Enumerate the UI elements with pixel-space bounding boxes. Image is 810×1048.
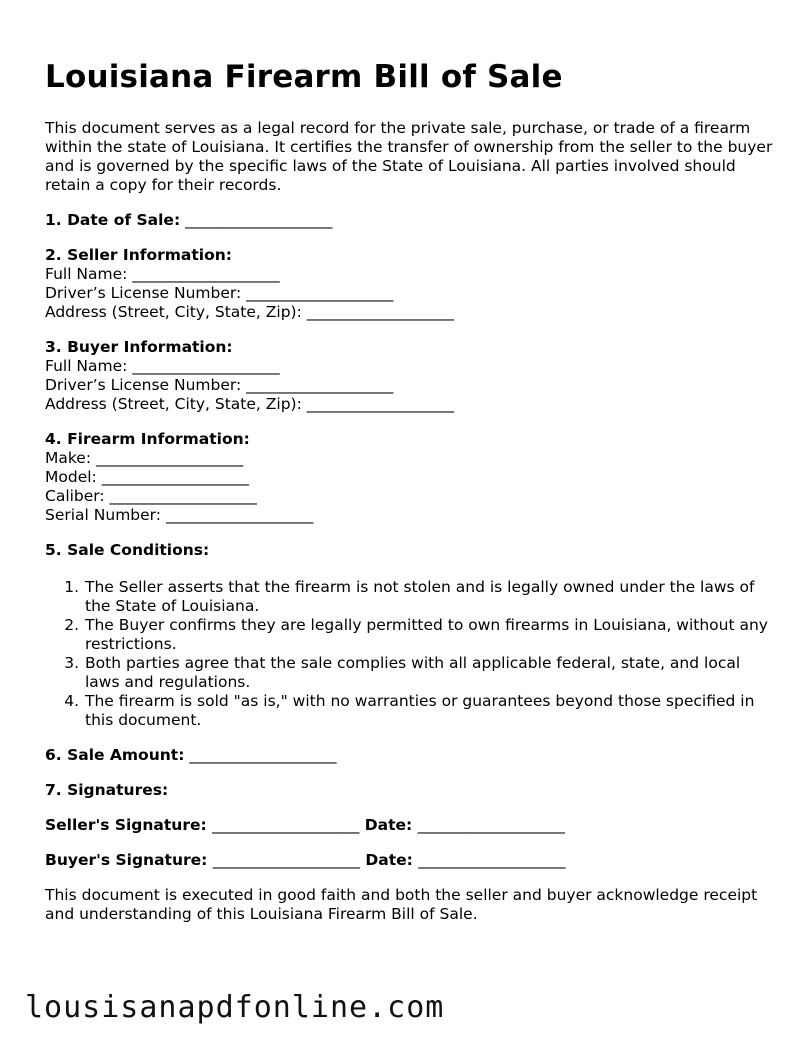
seller-full-name-blank: ___________________ <box>132 265 280 283</box>
buyer-signature-row <box>45 851 775 870</box>
buyer-signature-label: Buyer's Signature: <box>45 851 208 869</box>
firearm-serial-label: Serial Number: <box>45 506 162 524</box>
firearm-serial-blank: ___________________ <box>165 506 314 524</box>
seller-license-blank: ___________________ <box>246 284 394 302</box>
date-of-sale-section <box>45 211 775 230</box>
firearm-heading: 4. Firearm Information: <box>45 430 250 448</box>
seller-license-label: Driver’s License Number: <box>45 284 242 302</box>
buyer-full-name-label: Full Name: <box>45 357 128 375</box>
signatures-heading: 7. Signatures: <box>45 781 169 799</box>
seller-signature-blank: ___________________ <box>212 816 360 834</box>
document-title: Louisiana Firearm Bill of Sale <box>45 59 563 95</box>
firearm-caliber-blank: ___________________ <box>109 487 257 505</box>
date-of-sale-blank: ___________________ <box>185 211 333 229</box>
buyer-section <box>45 338 775 414</box>
seller-address-blank: ___________________ <box>306 303 454 321</box>
conditions-section <box>45 541 775 730</box>
seller-signature-label: Seller's Signature: <box>45 816 207 834</box>
condition-item: 1. The Seller asserts that the firearm is not stolen and is legally owned under the laws of the State of Louisiana. <box>84 578 775 616</box>
intro-paragraph: This document serves as a legal record for the private sale, purchase, or trade of a firearm within the state of Louisiana. It certifies the transfer of ownership from the seller to the buyer and is governed by the specific laws of the State of Louisiana. All parties involved should retain a copy for their records. <box>45 119 773 194</box>
seller-address-label: Address (Street, City, State, Zip): <box>45 303 302 321</box>
buyer-address-label: Address (Street, City, State, Zip): <box>45 395 302 413</box>
buyer-date-label: Date: <box>365 851 413 869</box>
firearm-model-label: Model: <box>45 468 97 486</box>
buyer-full-name-blank: ___________________ <box>132 357 280 375</box>
conditions-heading: 5. Sale Conditions: <box>45 541 210 559</box>
seller-heading: 2. Seller Information: <box>45 246 232 264</box>
condition-item: 3. Both parties agree that the sale complies with all applicable federal, state, and local laws and regulations. <box>84 654 775 692</box>
conditions-list <box>84 578 775 730</box>
seller-signature-row <box>45 816 775 835</box>
watermark-footer: lousisanapdfonline.com <box>25 990 445 1025</box>
closing-paragraph: This document is executed in good faith and both the seller and buyer acknowledge receipt and understanding of this Louisiana Firearm Bill of Sale. <box>45 886 758 923</box>
date-of-sale-label: 1. Date of Sale: <box>45 211 181 229</box>
buyer-signature-blank: ___________________ <box>212 851 360 869</box>
buyer-license-label: Driver’s License Number: <box>45 376 242 394</box>
firearm-make-blank: ___________________ <box>96 449 244 467</box>
buyer-license-blank: ___________________ <box>246 376 394 394</box>
seller-date-label: Date: <box>364 816 413 834</box>
firearm-make-label: Make: <box>45 449 92 467</box>
sale-amount-label: 6. Sale Amount: <box>45 746 185 764</box>
seller-date-blank: ___________________ <box>417 816 565 834</box>
condition-item: 4. The firearm is sold "as is," with no warranties or guarantees beyond those specified in this document. <box>84 692 775 730</box>
firearm-model-blank: ___________________ <box>101 468 249 486</box>
sale-amount-section <box>45 746 775 765</box>
document-page <box>45 0 775 924</box>
seller-section <box>45 246 775 322</box>
buyer-date-blank: ___________________ <box>418 851 566 869</box>
signatures-section <box>45 781 775 800</box>
sale-amount-blank: ___________________ <box>189 746 337 764</box>
buyer-address-blank: ___________________ <box>306 395 454 413</box>
buyer-heading: 3. Buyer Information: <box>45 338 233 356</box>
firearm-caliber-label: Caliber: <box>45 487 105 505</box>
condition-item: 2. The Buyer confirms they are legally permitted to own firearms in Louisiana, without any restrictions. <box>84 616 775 654</box>
seller-full-name-label: Full Name: <box>45 265 128 283</box>
firearm-section <box>45 430 775 525</box>
